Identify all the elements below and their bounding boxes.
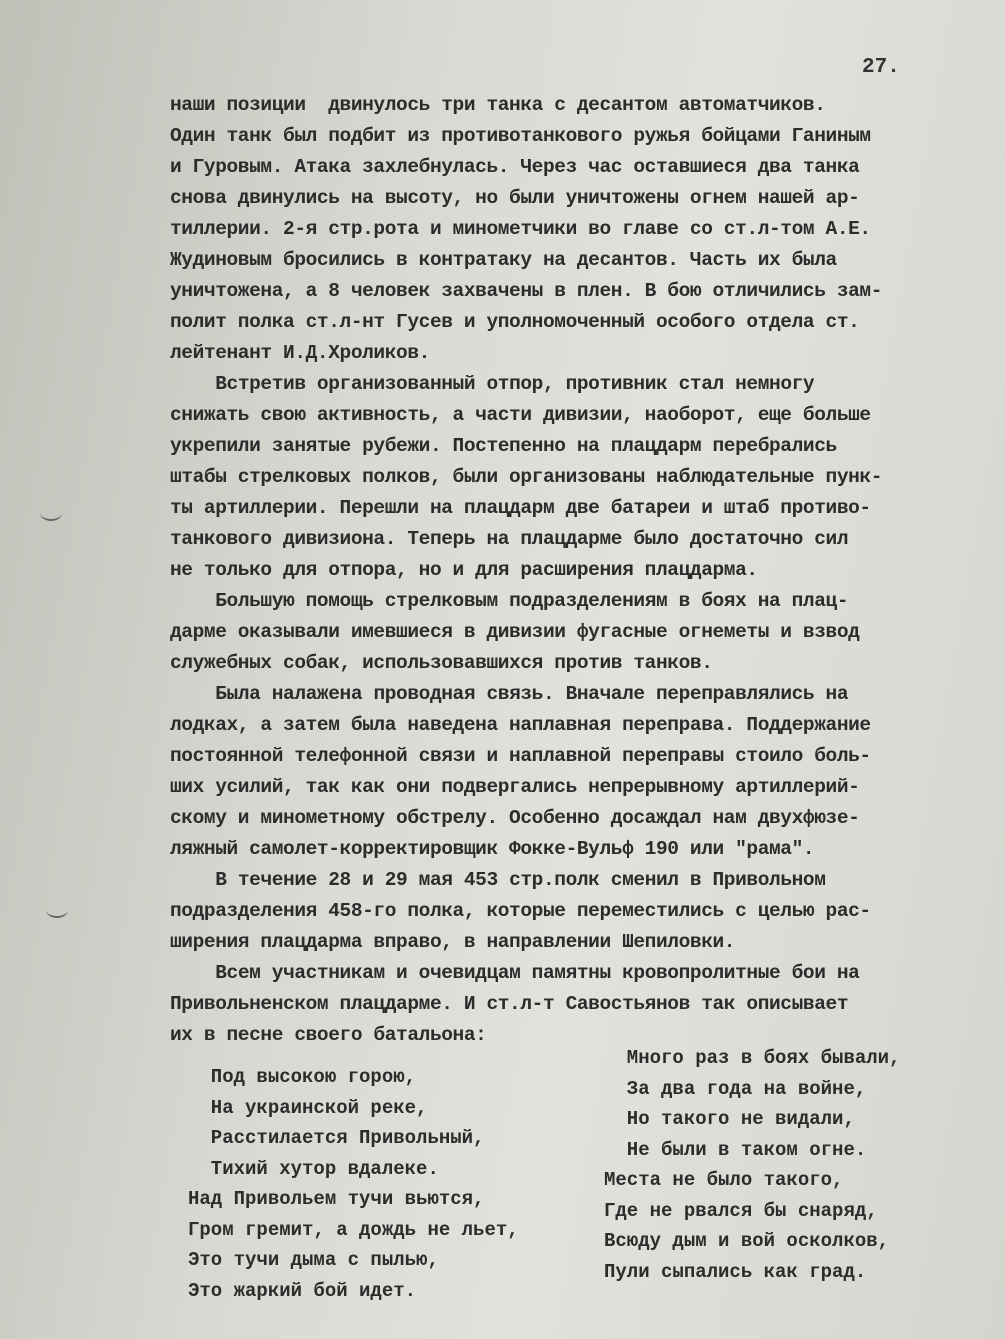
text-line: танкового дивизиона. Теперь на плацдарме было достаточно сил bbox=[170, 528, 849, 550]
verse-line: Тихий хутор вдалеке. bbox=[188, 1157, 439, 1180]
verse-line: Не были в таком огне. bbox=[604, 1138, 867, 1161]
text-line: скому и минометному обстрелу. Особенно досаждал нам двухфюзе- bbox=[170, 807, 860, 829]
page-number: 27. bbox=[862, 56, 900, 79]
punch-hole-mark bbox=[46, 902, 68, 918]
verse-line: Под высокою горою, bbox=[188, 1066, 417, 1088]
text-line: ширения плацдарма вправо, в направлении Шепиловки. bbox=[170, 931, 736, 953]
body-text bbox=[170, 90, 970, 1051]
text-line: постоянной телефонной связи и наплавной переправы стоило боль- bbox=[170, 745, 871, 767]
text-line: уничтожена, а 8 человек захвачены в плен. В бою отличились зам- bbox=[170, 280, 883, 302]
text-line: штабы стрелковых полков, были организованы наблюдательные пунк- bbox=[170, 466, 883, 488]
verse-line: Над Привольем тучи вьются, bbox=[188, 1188, 485, 1210]
text-line: ших усилий, так как они подвергались непрерывному артиллерий- bbox=[170, 776, 860, 798]
text-line: полит полка ст.л-нт Гусев и уполномоченный особого отдела ст. bbox=[170, 311, 860, 333]
text-line: не только для отпора, но и для расширения плацдарма. bbox=[170, 559, 758, 581]
verse-line: Много раз в боях бывали, bbox=[604, 1047, 901, 1069]
song-verse-left bbox=[188, 1062, 519, 1306]
verse-line: Расстилается Привольный, bbox=[188, 1127, 485, 1149]
text-line: снижать свою активность, а части дивизии, наоборот, еще больше bbox=[170, 404, 871, 426]
verse-line: За два года на войне, bbox=[604, 1077, 867, 1100]
verse-line: Где не рвался бы снаряд, bbox=[604, 1199, 878, 1222]
verse-line: Места не было такого, bbox=[604, 1169, 844, 1191]
verse-line: Это жаркий бой идет. bbox=[188, 1279, 417, 1302]
song-verse-right bbox=[604, 1043, 900, 1287]
text-line: и Гуровым. Атака захлебнулась. Через час оставшиеся два танка bbox=[170, 156, 860, 178]
text-line: Была налажена проводная связь. Вначале переправлялись на bbox=[170, 683, 849, 705]
text-line: Большую помощь стрелковым подразделениям в боях на плац- bbox=[170, 590, 849, 612]
text-line: ляжный самолет-корректировщик Фокке-Вульф 190 или "рама". bbox=[170, 838, 815, 860]
text-line: лодках, а затем была наведена наплавная переправа. Поддержание bbox=[170, 714, 871, 736]
verse-line: Это тучи дыма с пылью, bbox=[188, 1249, 439, 1271]
text-line: их в песне своего батальона: bbox=[170, 1024, 487, 1046]
text-line: служебных собак, использовавшихся против танков. bbox=[170, 652, 713, 674]
text-line: укрепили занятые рубежи. Постепенно на плацдарм перебрались bbox=[170, 435, 837, 457]
verse-line: Пули сыпались как град. bbox=[604, 1260, 867, 1283]
text-line: Один танк был подбит из противотанкового ружья бойцами Ганиным bbox=[170, 125, 871, 147]
verse-line: Но такого не видали, bbox=[604, 1108, 855, 1130]
text-line: ты артиллерии. Перешли на плацдарм две батареи и штаб противо- bbox=[170, 497, 871, 519]
text-line: Всем участникам и очевидцам памятны кровопролитные бои на bbox=[170, 962, 860, 984]
text-line: лейтенант И.Д.Хроликов. bbox=[170, 342, 430, 364]
punch-hole-mark bbox=[40, 505, 62, 521]
text-line: Встретив организованный отпор, противник стал немногу bbox=[170, 373, 815, 395]
text-line: наши позиции двинулось три танка с десантом автоматчиков. bbox=[170, 94, 826, 116]
text-line: Привольненском плацдарме. И ст.л-т Савостьянов так описывает bbox=[170, 993, 849, 1015]
verse-line: Гром гремит, а дождь не льет, bbox=[188, 1218, 519, 1241]
text-line: Жудиновым бросились в контратаку на десантов. Часть их была bbox=[170, 249, 837, 271]
text-line: дарме оказывали имевшиеся в дивизии фугасные огнеметы и взвод bbox=[170, 621, 860, 643]
text-line: тиллерии. 2-я стр.рота и минометчики во главе со ст.л-том А.Е. bbox=[170, 218, 871, 240]
verse-line: Всюду дым и вой осколков, bbox=[604, 1230, 890, 1252]
text-line: В течение 28 и 29 мая 453 стр.полк сменил в Привольном bbox=[170, 869, 826, 891]
verse-line: На украинской реке, bbox=[188, 1096, 428, 1119]
text-line: снова двинулись на высоту, но были уничтожены огнем нашей ар- bbox=[170, 187, 860, 209]
text-line: подразделения 458-го полка, которые переместились с целью рас- bbox=[170, 900, 871, 922]
